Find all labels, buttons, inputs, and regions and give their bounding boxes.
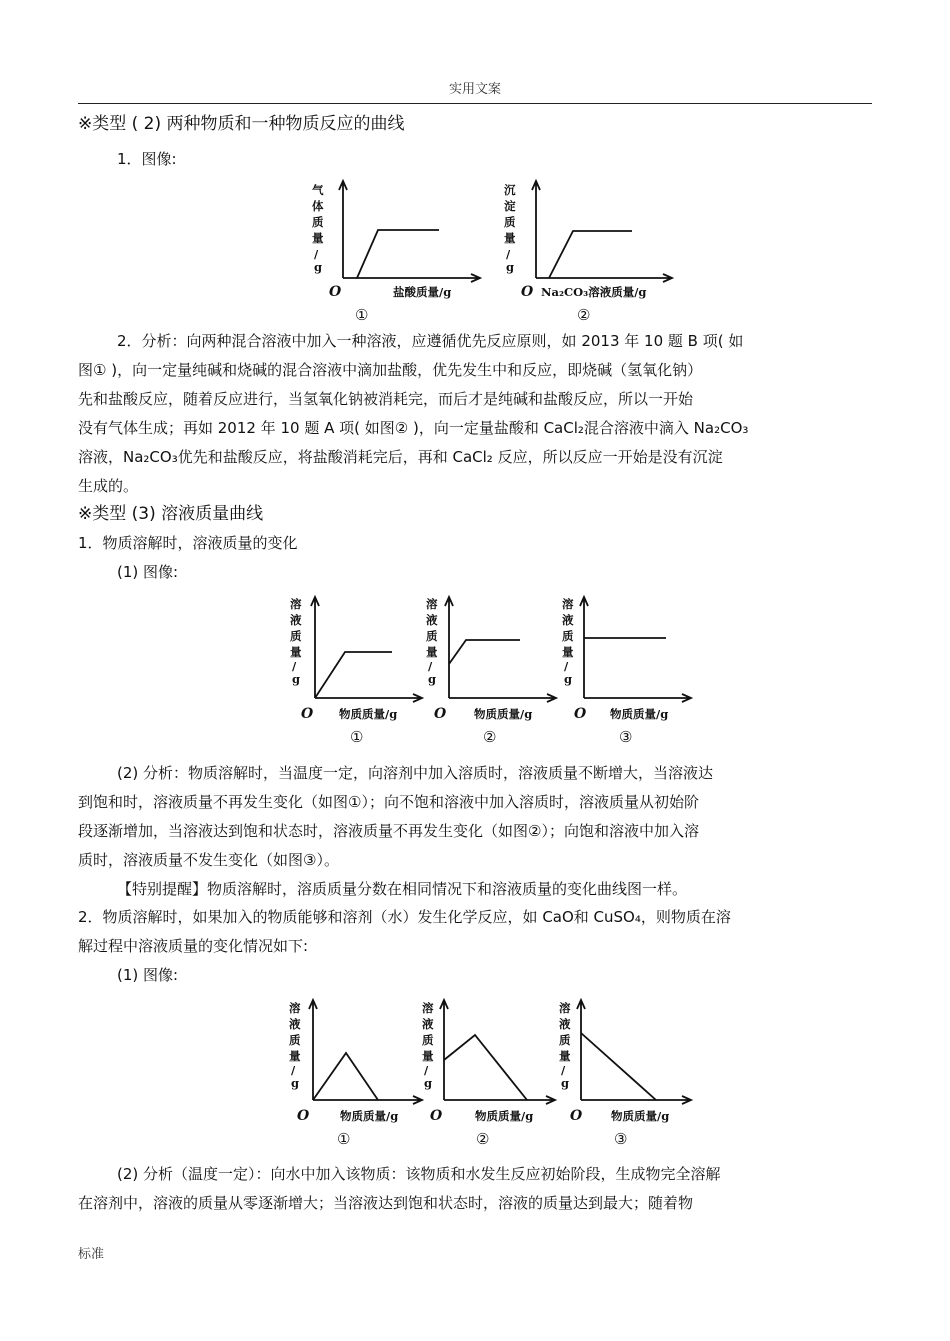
figure-precipitate-curve: [499, 178, 679, 328]
svg-text:溶: 溶: [289, 1001, 301, 1015]
figure-dissolve-3: [556, 592, 696, 750]
svg-text:g: g: [506, 260, 515, 274]
svg-text:淀: 淀: [504, 199, 516, 213]
y-axis: [445, 597, 453, 698]
svg-text:/: /: [428, 659, 433, 673]
x-axis: [444, 1096, 555, 1104]
origin-label: O: [329, 284, 342, 300]
x-axis-label: 物质质量/g: [474, 707, 533, 721]
section-heading-type2: ※类型 ( 2) 两种物质和一种物质反应的曲线: [78, 114, 405, 134]
svg-text:/: /: [561, 1063, 566, 1077]
svg-text:/: /: [292, 659, 297, 673]
curve: [549, 231, 632, 278]
svg-text:g: g: [292, 672, 301, 686]
curve: [449, 640, 520, 664]
y-axis-label: [426, 597, 438, 686]
svg-text:量: 量: [290, 645, 302, 659]
figure-dissolve-2: [420, 592, 560, 750]
figure-number: ③: [614, 1130, 628, 1148]
x-axis-label: 物质质量/g: [475, 1109, 534, 1123]
curve: [313, 1053, 378, 1100]
svg-text:量: 量: [504, 231, 516, 245]
section-heading-type3: ※类型 (3) 溶液质量曲线: [78, 504, 264, 524]
svg-text:g: g: [291, 1076, 300, 1090]
paragraph-line: 先和盐酸反应，随着反应进行，当氢氧化钠被消耗完，而后才是纯碱和盐酸反应，所以一开始: [78, 390, 694, 408]
svg-text:溶: 溶: [562, 597, 574, 611]
svg-text:质: 质: [559, 1033, 571, 1047]
paragraph-line: 生成的。: [78, 477, 139, 495]
y-axis-label: [312, 183, 324, 274]
x-axis: [315, 694, 422, 702]
svg-text:g: g: [561, 1076, 570, 1090]
page-header: 实用文案: [448, 82, 501, 97]
x-axis-label: 物质质量/g: [340, 1109, 399, 1123]
y-axis: [577, 1000, 585, 1100]
svg-text:溶: 溶: [422, 1001, 434, 1015]
svg-text:质: 质: [504, 215, 516, 229]
x-axis: [536, 274, 672, 282]
paragraph-line: 质时，溶液质量不发生变化（如图③）。: [78, 851, 339, 869]
x-axis-label: 物质质量/g: [610, 707, 669, 721]
svg-text:g: g: [428, 672, 437, 686]
figure-number: ③: [619, 728, 633, 746]
paragraph-line: 图① )，向一定量纯碱和烧碱的混合溶液中滴加盐酸，优先发生中和反应，即烧碱（氢氧化钠）: [78, 361, 703, 379]
svg-text:气: 气: [312, 183, 324, 197]
svg-text:沉: 沉: [504, 183, 516, 197]
origin-label: O: [297, 1108, 310, 1124]
y-axis: [309, 1000, 317, 1100]
paragraph-line: 2．分析：向两种混合溶液中加入一种溶液，应遵循优先反应原则，如 2013 年 10 题 B 项( 如: [117, 332, 744, 350]
paragraph-line: 解过程中溶液质量的变化情况如下:: [78, 937, 309, 955]
svg-text:/: /: [424, 1063, 429, 1077]
y-axis-label: [289, 1001, 301, 1090]
svg-text:g: g: [564, 672, 573, 686]
subheading-image: (1) 图像:: [117, 563, 179, 581]
svg-text:质: 质: [562, 629, 574, 643]
svg-text:质: 质: [422, 1033, 434, 1047]
origin-label: O: [301, 706, 314, 722]
svg-text:g: g: [424, 1076, 433, 1090]
paragraph-line: 在溶剂中，溶液的质量从零逐渐增大；当溶液达到饱和状态时，溶液的质量达到最大；随着物: [78, 1194, 694, 1212]
figure-react-1: [285, 996, 425, 1154]
subheading-image: (1) 图像:: [117, 966, 179, 984]
svg-text:液: 液: [562, 613, 574, 627]
y-axis-label: [562, 597, 574, 686]
figure-number: ①: [355, 306, 369, 324]
y-axis-label: [290, 597, 302, 686]
svg-text:质: 质: [290, 629, 302, 643]
figure-react-2: [420, 996, 560, 1154]
svg-text:液: 液: [559, 1017, 571, 1031]
y-axis: [580, 597, 588, 698]
x-axis-label: Na₂CO₃溶液质量/g: [541, 285, 647, 299]
page-footer: 标准: [78, 1247, 105, 1262]
figure-react-3: [556, 996, 696, 1154]
origin-label: O: [521, 284, 534, 300]
header-rule: [78, 103, 872, 104]
x-axis-label: 物质质量/g: [339, 707, 398, 721]
svg-text:质: 质: [312, 215, 324, 229]
y-axis-label: [504, 183, 516, 274]
y-axis-label: [422, 1001, 434, 1090]
svg-text:体: 体: [312, 199, 324, 213]
figure-number: ①: [337, 1130, 351, 1148]
svg-text:溶: 溶: [426, 597, 438, 611]
paragraph-line: (2) 分析（温度一定）：向水中加入该物质：该物质和水发生反应初始阶段，生成物完全溶解: [117, 1165, 721, 1183]
x-axis: [581, 1096, 691, 1104]
origin-label: O: [574, 706, 587, 722]
svg-text:液: 液: [289, 1017, 301, 1031]
x-axis: [449, 694, 556, 702]
svg-text:溶: 溶: [559, 1001, 571, 1015]
x-axis: [584, 694, 691, 702]
origin-label: O: [570, 1108, 583, 1124]
paragraph-line: 段逐渐增加，当溶液达到饱和状态时，溶液质量不再发生变化（如图②）；向饱和溶液中加入溶: [78, 822, 699, 840]
figure-number: ②: [483, 728, 497, 746]
svg-text:量: 量: [559, 1049, 571, 1063]
curve: [315, 652, 392, 698]
curve: [581, 1033, 656, 1100]
subheading-image: 1．图像:: [117, 150, 177, 168]
svg-text:量: 量: [312, 231, 324, 245]
figure-gas-curve: [305, 178, 485, 328]
x-axis: [343, 274, 480, 282]
x-axis-label: 盐酸质量/g: [393, 285, 452, 299]
curve: [357, 230, 439, 278]
figure-dissolve-1: [285, 592, 425, 750]
svg-text:液: 液: [426, 613, 438, 627]
svg-text:/: /: [564, 659, 569, 673]
paragraph-line: 2．物质溶解时，如果加入的物质能够和溶剂（水）发生化学反应，如 CaO和 CuSO₄，则物质在溶: [78, 908, 731, 926]
paragraph-line: 没有气体生成；再如 2012 年 10 题 A 项( 如图② )，向一定量盐酸和 CaCl₂混合溶液中滴入 Na₂CO₃: [78, 419, 749, 437]
figure-number: ②: [476, 1130, 490, 1148]
tip-line: 【特别提醒】物质溶解时，溶质质量分数在相同情况下和溶液质量的变化曲线图一样。: [117, 880, 688, 898]
paragraph-line: 到饱和时，溶液质量不再发生变化（如图①）；向不饱和溶液中加入溶质时，溶液质量从初始阶: [78, 793, 699, 811]
origin-label: O: [430, 1108, 443, 1124]
svg-text:/: /: [314, 247, 319, 261]
y-axis: [532, 181, 540, 278]
svg-text:溶: 溶: [290, 597, 302, 611]
y-axis: [440, 1000, 448, 1100]
figure-number: ②: [577, 306, 591, 324]
y-axis-label: [559, 1001, 571, 1090]
svg-text:量: 量: [289, 1049, 301, 1063]
paragraph-line: 溶液，Na₂CO₃优先和盐酸反应，将盐酸消耗完后，再和 CaCl₂ 反应，所以反应一开始是没有沉淀: [78, 448, 723, 466]
subheading-dissolve: 1．物质溶解时，溶液质量的变化: [78, 534, 298, 552]
svg-text:液: 液: [422, 1017, 434, 1031]
svg-text:液: 液: [290, 613, 302, 627]
x-axis-label: 物质质量/g: [611, 1109, 670, 1123]
y-axis: [339, 181, 347, 278]
curve: [444, 1035, 527, 1100]
figure-number: ①: [350, 728, 364, 746]
origin-label: O: [434, 706, 447, 722]
paragraph-line: (2) 分析：物质溶解时，当温度一定，向溶剂中加入溶质时，溶液质量不断增大，当溶液达: [117, 764, 714, 782]
y-axis: [311, 597, 319, 698]
svg-text:g: g: [314, 260, 323, 274]
svg-text:量: 量: [422, 1049, 434, 1063]
x-axis: [313, 1096, 422, 1104]
svg-text:质: 质: [426, 629, 438, 643]
svg-text:量: 量: [426, 645, 438, 659]
svg-text:/: /: [506, 247, 511, 261]
svg-text:质: 质: [289, 1033, 301, 1047]
svg-text:量: 量: [562, 645, 574, 659]
svg-text:/: /: [291, 1063, 296, 1077]
